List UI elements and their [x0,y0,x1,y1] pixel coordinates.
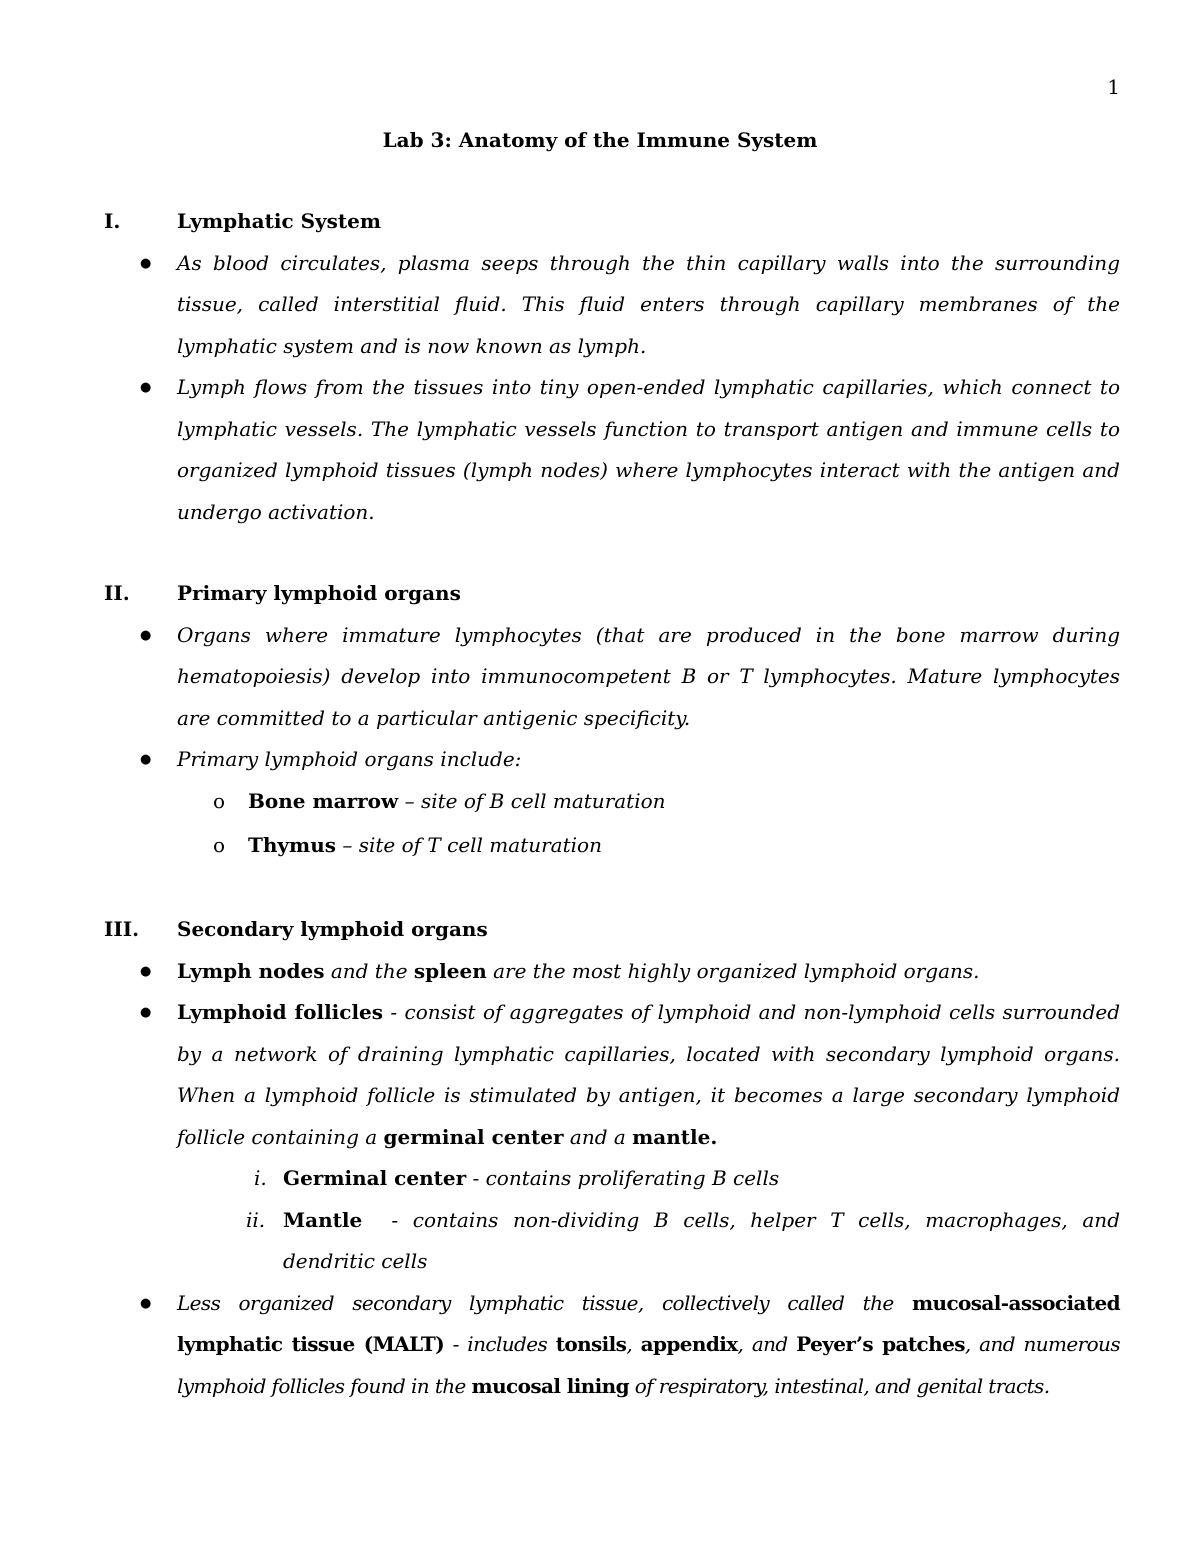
section-secondary-lymphoid-organs [0,909,1200,1407]
bullet-text: of respiratory, intestinal, and genital tracts. [629,1373,1050,1398]
term-lymph-nodes: Lymph nodes [177,958,325,983]
roman-numeral: i. [254,1166,267,1190]
section-primary-lymphoid-organs [0,573,1200,867]
bullet-text: As blood circulates, plasma seeps through the thin capillary walls into the surrounding tissue, called interstitial fluid. This fluid enters through capillary membranes of the lymphatic system and is now known as lymph. [177,250,1120,358]
bullet-item [0,951,1120,993]
bullet-text: Primary lymphoid organs include: [177,747,522,771]
roman-item-term: Germinal center [283,1166,467,1190]
bullet-icon: ● [140,380,152,395]
term-mantle: mantle [632,1124,711,1149]
bullet-item [0,367,1120,533]
section-title: Primary lymphoid organs [177,581,461,605]
bullet-text: , and [737,1332,797,1356]
bullet-icon: ● [140,1295,151,1311]
term-appendix: appendix [640,1332,738,1356]
roman-item-germinal-center [0,1158,1120,1200]
section-numeral: III. [104,917,140,941]
term-germinal-center: germinal center [383,1124,564,1149]
roman-item-text: - contains non-dividing B cells, helper T cells, macrophages, and dendritic cells [283,1207,1127,1273]
roman-item-mantle [0,1200,1127,1283]
bullet-text: . [710,1124,718,1149]
bullet-item [0,243,1120,368]
term-tonsils: tonsils [555,1332,627,1356]
bullet-text: and a [563,1124,633,1149]
bullet-item [0,739,1120,781]
circle-bullet-icon: o [213,788,226,813]
bullet-item [0,992,1120,1158]
bullet-icon: ● [140,752,152,767]
bullet-text: and the [324,958,414,983]
section-heading [0,201,1200,243]
sub-item-thymus [0,825,1120,867]
bullet-text: Less organized secondary lymphatic tissue, collectively called the [177,1290,912,1315]
section-title: Lymphatic System [177,209,382,233]
sub-item-text: – site of B cell maturation [398,788,666,813]
document-title: Lab 3: Anatomy of the Immune System [382,128,818,152]
bullet-icon: ● [140,963,152,979]
section-heading [0,573,1200,615]
bullet-text: Organs where immature lymphocytes (that are produced in the bone marrow during hematopoiesis) develop into immunocompetent B or T lymphocytes. Mature lymphocytes are committed to a particular antigenic specificity. [177,622,1120,730]
sub-item-bone-marrow [0,781,1120,823]
bullet-item [0,1283,1120,1408]
sub-item-term: Thymus [248,833,337,857]
bullet-text: , and numerous lymphoid follicles found in the [177,1332,1120,1398]
term-spleen: spleen [413,958,487,983]
section-numeral: I. [104,209,121,233]
bullet-text: Lymph flows from the tissues into tiny open-ended lymphatic capillaries, which connect to lymphatic vessels. The lymphatic vessels function to transport antigen and immune cells to organized lymphoid tissues (lymph nodes) where lymphocytes interact with the antigen and undergo activation. [177,375,1120,524]
section-heading [0,909,1200,951]
sub-item-text: – site of T cell maturation [336,833,602,857]
term-lymphoid-follicles: Lymphoid follicles [177,1000,384,1024]
section-numeral: II. [104,581,130,605]
bullet-item [0,615,1120,740]
term-mucosal-lining: mucosal lining [471,1373,630,1398]
roman-numeral: ii. [246,1207,266,1232]
bullet-text: , [626,1332,641,1356]
bullet-icon: ● [140,1005,152,1020]
bullet-text: - includes [444,1332,556,1356]
roman-item-term: Mantle [283,1207,363,1232]
term-malt: mucosal-associated lymphatic tissue (MALT) [177,1290,1120,1356]
circle-bullet-icon: o [213,833,226,857]
roman-item-text: - contains proliferating B cells [466,1166,780,1190]
bullet-text: are the most highly organized lymphoid organs. [486,958,980,983]
page-number: 1 [1107,75,1120,99]
sub-item-term: Bone marrow [248,788,399,813]
bullet-text: - consist of aggregates of lymphoid and non-lymphoid cells surrounded by a network of draining lymphatic capillaries, located with secondary lymphoid organs. When a lymphoid follicle is stimulated by antigen, it becomes a large secondary lymphoid follicle containing a [177,1000,1121,1149]
bullet-icon: ● [140,255,152,271]
section-lymphatic-system [0,201,1200,533]
term-peyers-patches: Peyer’s patches [796,1332,965,1356]
bullet-icon: ● [140,627,152,643]
section-title: Secondary lymphoid organs [177,917,488,941]
